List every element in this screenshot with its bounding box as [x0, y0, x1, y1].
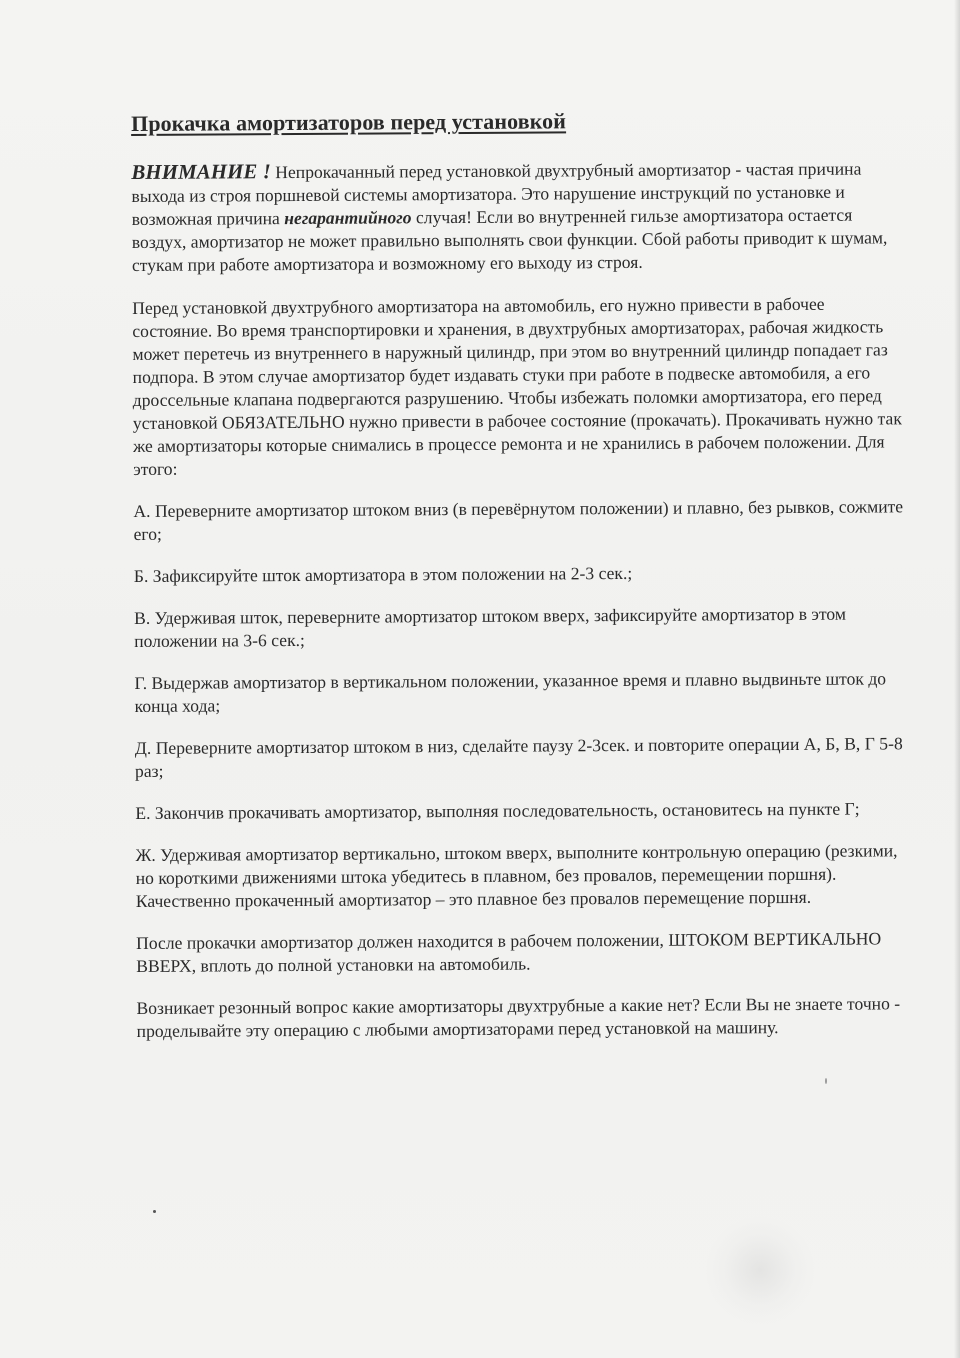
- intro-emphasis: негарантийного: [284, 207, 412, 229]
- scan-speck: [825, 1078, 827, 1084]
- intro-paragraph: [131, 156, 907, 277]
- document-body: [131, 107, 912, 1062]
- scan-smudge: [705, 1215, 815, 1325]
- scan-edge-shadow: [954, 0, 960, 1358]
- step-item: Ж. Удерживая амортизатор вертикально, штоком вверх, выполните контрольную операцию (резкими, но короткими движениями штока убедитесь в плавном, без провалов, перемещении поршня). Качественно прокаченный амортизатор – это плавное без провалов перемещение поршня.: [135, 840, 898, 911]
- step-item: Е. Закончив прокачивать амортизатор, выполняя последовательность, остановитесь на пункте Г;: [135, 798, 860, 823]
- closing-paragraph: Возникает резонный вопрос какие амортизаторы двухтрубные а какие нет? Если Вы не знаете точно - проделывайте эту операцию с любыми амортизаторами перед установкой на машину.: [136, 993, 901, 1041]
- step-item: Г. Выдержав амортизатор в вертикальном положении, указанное время и плавно выдвиньте шток до конца хода;: [134, 668, 887, 716]
- preparation-paragraph: Перед установкой двухтрубного амортизатора на автомобиль, его нужно привести в рабочее состояние. Во время транспортировки и хранения, в двухтрубных амортизаторах, рабочая жидкость может перетечь из внутреннего в наружный цилиндр, при этом во внутренний цилиндр попадает газ подпора. В этом случае амортизатор будет издавать стуки при работе в подвеске автомобиля, а его дроссельные клапана подвергаются разрушению. Чтобы избежать поломки амортизатора, его перед установкой ОБЯЗАТЕЛЬНО нужно привести в рабочее состояние (прокачать). Прокачивать нужно так же амортизаторы которые снимались в процессе ремонта и не хранились в рабочем положении. Для этого:: [132, 293, 902, 479]
- step-item: Б. Зафиксируйте шток амортизатора в этом положении на 2-3 сек.;: [133, 562, 633, 586]
- steps-list: [133, 495, 911, 913]
- document-title: Прокачка амортизаторов перед установкой: [130, 108, 567, 136]
- step-item: В. Удерживая шток, переверните амортизатор штоком вверх, зафиксируйте амортизатор в этом положении на 3-6 сек.;: [134, 603, 847, 651]
- scan-speck: [153, 1210, 156, 1213]
- attention-label: ВНИМАНИЕ !: [131, 159, 271, 184]
- intro-text-after: случая! Если во внутренней гильзе амортизатора остается воздух, амортизатор не может правильно выполнять свои функции. Сбой работы приводит к шумам, стукам при работе амортизатора и возможному его выходу из строя.: [131, 204, 888, 275]
- intro-text-before: Непрокачанный перед установкой двухтрубный амортизатор - частая причина выхода из строя поршневой системы амортизатора. Это нарушение инструкций по установке и возможная причина: [131, 158, 862, 229]
- step-item: А. Переверните амортизатор штоком вниз (в перевёрнутом положении) и плавно, без рывков, сожмите его;: [133, 496, 904, 544]
- after-pumping-paragraph: После прокачки амортизатор должен находится в рабочем положении, ШТОКОМ ВЕРТИКАЛЬНО ВВЕРХ, вплоть до полной установки на автомобиль.: [136, 928, 882, 976]
- step-item: Д. Переверните амортизатор штоком в низ, сделайте паузу 2-3сек. и повторите операции А, Б, В, Г 5-8 раз;: [134, 733, 903, 781]
